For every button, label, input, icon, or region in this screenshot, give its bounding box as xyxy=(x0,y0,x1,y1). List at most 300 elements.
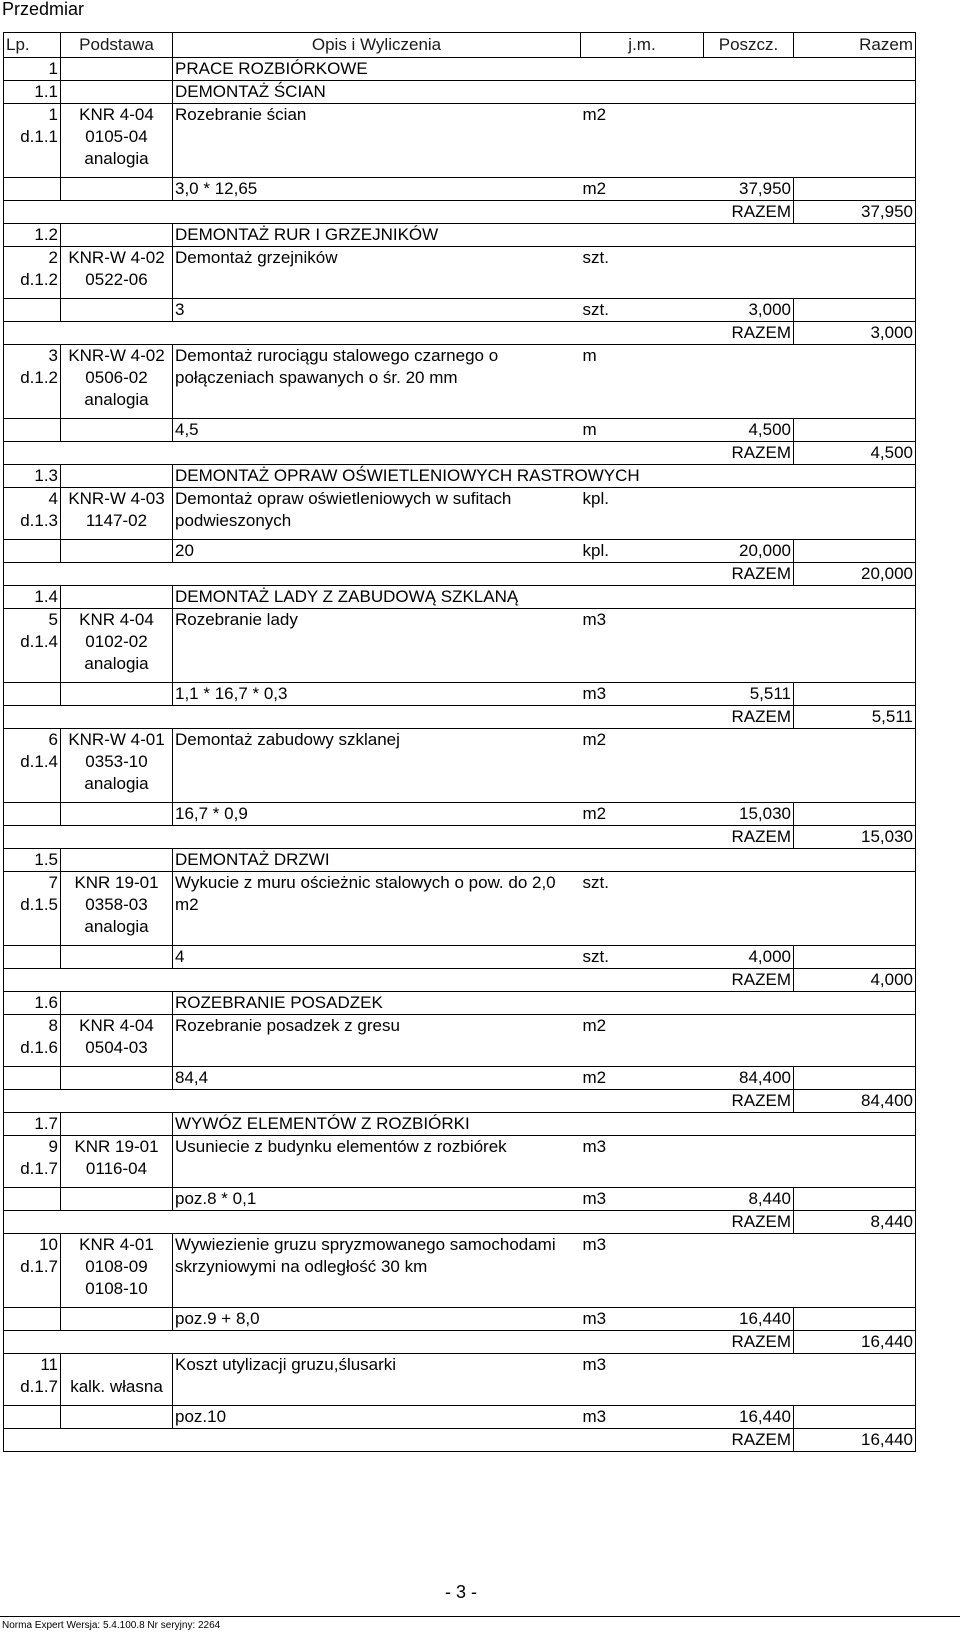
calc-source-empty xyxy=(61,419,173,442)
calc-unit: m2 xyxy=(581,803,704,826)
calculation-row xyxy=(4,683,916,706)
position-number-line: d.1.1 xyxy=(20,127,58,146)
position-source-line: KNR 4-04 xyxy=(79,1016,154,1035)
calc-lp-empty xyxy=(4,946,61,969)
position-row xyxy=(4,1234,916,1308)
position-description-line: Wykucie z muru ościeżnic stalowych o pow. do 2,0 xyxy=(175,873,556,892)
calc-quantity: 4,000 xyxy=(704,946,794,969)
row-number: 1.2 xyxy=(4,224,61,247)
sum-label: RAZEM xyxy=(704,969,794,992)
position-source-line: analogia xyxy=(84,149,149,168)
position-description xyxy=(173,104,581,178)
sum-unit-empty xyxy=(581,322,704,345)
sum-value: 16,440 xyxy=(794,1331,916,1354)
bill-of-quantities-table xyxy=(3,32,916,1452)
position-description xyxy=(173,1354,581,1406)
position-source-line: 1147-02 xyxy=(85,511,148,530)
section-row xyxy=(4,992,916,1015)
calc-total-empty xyxy=(794,1067,916,1090)
sum-unit-empty xyxy=(581,442,704,465)
row-source-empty xyxy=(61,1113,173,1136)
section-row xyxy=(4,465,916,488)
table-body xyxy=(4,58,916,1452)
sum-unit-empty xyxy=(581,706,704,729)
calc-unit: kpl. xyxy=(581,540,704,563)
calc-expression: poz.8 * 0,1 xyxy=(173,1188,581,1211)
position-description-line: skrzyniowymi na odległość 30 km xyxy=(175,1257,428,1276)
position-source-line: 0116-04 xyxy=(85,1159,148,1178)
position-unit: m3 xyxy=(581,609,704,683)
position-total-empty xyxy=(794,1136,916,1188)
position-description xyxy=(173,345,581,419)
footer-divider xyxy=(0,1616,960,1617)
calc-total-empty xyxy=(794,419,916,442)
position-number-line: 2 xyxy=(48,248,58,267)
position-total-empty xyxy=(794,488,916,540)
header-podstawa: Podstawa xyxy=(61,33,173,58)
position-source xyxy=(61,488,173,540)
position-number-line: 3 xyxy=(48,346,58,365)
row-number: 1.3 xyxy=(4,465,61,488)
sum-value: 37,950 xyxy=(794,201,916,224)
calc-expression: 16,7 * 0,9 xyxy=(173,803,581,826)
position-qty-empty xyxy=(704,729,794,803)
position-total-empty xyxy=(794,247,916,299)
row-source-empty xyxy=(61,81,173,104)
calc-source-empty xyxy=(61,1067,173,1090)
position-qty-empty xyxy=(704,104,794,178)
calculation-row xyxy=(4,946,916,969)
position-source-line: KNR 19-01 xyxy=(74,873,159,892)
calc-lp-empty xyxy=(4,1406,61,1429)
calc-total-empty xyxy=(794,178,916,201)
position-source-line: analogia xyxy=(84,390,149,409)
position-description xyxy=(173,247,581,299)
calc-source-empty xyxy=(61,1406,173,1429)
position-description xyxy=(173,1136,581,1188)
position-description xyxy=(173,488,581,540)
position-number-line: d.1.3 xyxy=(20,511,58,530)
sum-empty xyxy=(4,322,581,345)
position-row xyxy=(4,729,916,803)
calc-lp-empty xyxy=(4,540,61,563)
position-number-line: 4 xyxy=(48,489,58,508)
sum-row xyxy=(4,1429,916,1452)
row-heading: DEMONTAŻ LADY Z ZABUDOWĄ SZKLANĄ xyxy=(173,586,916,609)
sum-empty xyxy=(4,563,581,586)
calculation-row xyxy=(4,1188,916,1211)
sum-row xyxy=(4,1331,916,1354)
calc-lp-empty xyxy=(4,419,61,442)
calculation-row xyxy=(4,803,916,826)
position-source-line: 0108-09 xyxy=(85,1257,148,1276)
position-unit: m2 xyxy=(581,104,704,178)
calc-expression: 3 xyxy=(173,299,581,322)
calc-lp-empty xyxy=(4,299,61,322)
position-number-line: d.1.7 xyxy=(20,1159,58,1178)
row-heading: PRACE ROZBIÓRKOWE xyxy=(173,58,916,81)
position-source-line: KNR-W 4-02 xyxy=(68,346,165,365)
calc-total-empty xyxy=(794,1188,916,1211)
calc-source-empty xyxy=(61,1308,173,1331)
calc-total-empty xyxy=(794,1406,916,1429)
position-source xyxy=(61,1015,173,1067)
header-poszcz: Poszcz. xyxy=(704,33,794,58)
position-qty-empty xyxy=(704,247,794,299)
header-razem: Razem xyxy=(794,33,916,58)
calc-total-empty xyxy=(794,683,916,706)
position-description xyxy=(173,729,581,803)
position-number xyxy=(4,247,61,299)
section-row xyxy=(4,224,916,247)
header-lp: Lp. xyxy=(4,33,61,58)
position-description-line: Demontaż zabudowy szklanej xyxy=(175,730,400,749)
position-qty-empty xyxy=(704,1136,794,1188)
row-number: 1.6 xyxy=(4,992,61,1015)
row-heading: DEMONTAŻ DRZWI xyxy=(173,849,916,872)
calc-quantity: 3,000 xyxy=(704,299,794,322)
position-unit: m3 xyxy=(581,1234,704,1308)
position-qty-empty xyxy=(704,1015,794,1067)
position-qty-empty xyxy=(704,345,794,419)
sum-label: RAZEM xyxy=(704,1090,794,1113)
position-number-line: d.1.2 xyxy=(20,270,58,289)
section-row xyxy=(4,586,916,609)
sum-label: RAZEM xyxy=(704,1211,794,1234)
position-number-line: d.1.7 xyxy=(20,1257,58,1276)
position-source-line: KNR 4-04 xyxy=(79,610,154,629)
position-number xyxy=(4,1354,61,1406)
calc-lp-empty xyxy=(4,1067,61,1090)
position-description-line: Rozebranie lady xyxy=(175,610,298,629)
position-description-line: Demontaż rurociągu stalowego czarnego o xyxy=(175,346,499,365)
sum-empty xyxy=(4,826,581,849)
calc-quantity: 8,440 xyxy=(704,1188,794,1211)
row-heading: ROZEBRANIE POSADZEK xyxy=(173,992,916,1015)
position-row xyxy=(4,1354,916,1406)
calculation-row xyxy=(4,540,916,563)
calc-lp-empty xyxy=(4,803,61,826)
position-description-line: Koszt utylizacji gruzu,ślusarki xyxy=(175,1355,397,1374)
position-total-empty xyxy=(794,609,916,683)
calc-expression: 4,5 xyxy=(173,419,581,442)
calc-unit: m2 xyxy=(581,1067,704,1090)
calc-unit: m3 xyxy=(581,1308,704,1331)
position-number xyxy=(4,872,61,946)
position-row xyxy=(4,488,916,540)
sum-unit-empty xyxy=(581,201,704,224)
position-description-line: m2 xyxy=(175,895,199,914)
position-total-empty xyxy=(794,104,916,178)
position-source-line: kalk. własna xyxy=(70,1377,163,1396)
page-number: - 3 - xyxy=(445,1582,478,1602)
calc-quantity: 16,440 xyxy=(704,1406,794,1429)
row-number: 1.5 xyxy=(4,849,61,872)
position-source-line: KNR-W 4-02 xyxy=(68,248,165,267)
position-row xyxy=(4,247,916,299)
calc-source-empty xyxy=(61,803,173,826)
calc-source-empty xyxy=(61,946,173,969)
position-description xyxy=(173,872,581,946)
sum-empty xyxy=(4,201,581,224)
sum-unit-empty xyxy=(581,826,704,849)
row-number: 1.1 xyxy=(4,81,61,104)
sum-value: 4,500 xyxy=(794,442,916,465)
position-row xyxy=(4,609,916,683)
calc-expression: poz.9 + 8,0 xyxy=(173,1308,581,1331)
sum-value: 20,000 xyxy=(794,563,916,586)
sum-empty xyxy=(4,1211,581,1234)
sum-value: 4,000 xyxy=(794,969,916,992)
sum-empty xyxy=(4,706,581,729)
position-source-line: KNR-W 4-01 xyxy=(68,730,165,749)
sum-label: RAZEM xyxy=(704,1331,794,1354)
position-qty-empty xyxy=(704,1234,794,1308)
sum-value: 16,440 xyxy=(794,1429,916,1452)
position-source xyxy=(61,609,173,683)
sum-value: 84,400 xyxy=(794,1090,916,1113)
position-source-line: 0504-03 xyxy=(85,1038,148,1057)
header-opis: Opis i Wyliczenia xyxy=(173,33,581,58)
document-title: Przedmiar xyxy=(2,0,85,19)
position-source xyxy=(61,729,173,803)
position-number xyxy=(4,345,61,419)
position-source-line: KNR-W 4-03 xyxy=(68,489,165,508)
calc-expression: 1,1 * 16,7 * 0,3 xyxy=(173,683,581,706)
position-description-line: Usuniecie z budynku elementów z rozbiórek xyxy=(175,1137,507,1156)
row-heading: DEMONTAŻ ŚCIAN xyxy=(173,81,916,104)
sum-empty xyxy=(4,969,581,992)
calculation-row xyxy=(4,178,916,201)
position-source-line: 0506-02 xyxy=(85,368,148,387)
position-unit: m2 xyxy=(581,729,704,803)
calc-source-empty xyxy=(61,1188,173,1211)
chapter-row xyxy=(4,58,916,81)
row-number: 1.4 xyxy=(4,586,61,609)
position-source xyxy=(61,1234,173,1308)
sum-unit-empty xyxy=(581,1211,704,1234)
calc-lp-empty xyxy=(4,178,61,201)
position-source-line: 0108-10 xyxy=(85,1279,148,1298)
calc-quantity: 37,950 xyxy=(704,178,794,201)
sum-unit-empty xyxy=(581,1331,704,1354)
sum-row xyxy=(4,706,916,729)
position-unit: szt. xyxy=(581,247,704,299)
position-source xyxy=(61,345,173,419)
row-source-empty xyxy=(61,224,173,247)
header-jm: j.m. xyxy=(581,33,704,58)
calc-lp-empty xyxy=(4,1188,61,1211)
sum-row xyxy=(4,563,916,586)
position-number xyxy=(4,104,61,178)
position-number-line: 9 xyxy=(48,1137,58,1156)
sum-empty xyxy=(4,1429,581,1452)
position-description-line: połączeniach spawanych o śr. 20 mm xyxy=(175,368,458,387)
position-source-line: 0105-04 xyxy=(85,127,148,146)
position-number-line: d.1.7 xyxy=(20,1377,58,1396)
position-unit: m3 xyxy=(581,1354,704,1406)
position-number xyxy=(4,609,61,683)
row-source-empty xyxy=(61,992,173,1015)
position-number-line: 5 xyxy=(48,610,58,629)
sum-empty xyxy=(4,442,581,465)
position-source xyxy=(61,872,173,946)
position-number xyxy=(4,729,61,803)
position-source xyxy=(61,1354,173,1406)
calc-expression: 4 xyxy=(173,946,581,969)
position-description xyxy=(173,1234,581,1308)
row-heading: DEMONTAŻ OPRAW OŚWIETLENIOWYCH RASTROWYCH xyxy=(173,465,916,488)
position-description-line: podwieszonych xyxy=(175,511,292,530)
sum-unit-empty xyxy=(581,1090,704,1113)
position-row xyxy=(4,345,916,419)
position-description-line: Rozebranie ścian xyxy=(175,105,307,124)
sum-label: RAZEM xyxy=(704,442,794,465)
calc-source-empty xyxy=(61,299,173,322)
position-source xyxy=(61,1136,173,1188)
calc-unit: m3 xyxy=(581,1188,704,1211)
position-total-empty xyxy=(794,729,916,803)
sum-label: RAZEM xyxy=(704,1429,794,1452)
position-row xyxy=(4,1015,916,1067)
position-source-line: analogia xyxy=(84,774,149,793)
calc-quantity: 4,500 xyxy=(704,419,794,442)
position-total-empty xyxy=(794,1234,916,1308)
section-row xyxy=(4,849,916,872)
position-number-line: 1 xyxy=(48,105,58,124)
calc-quantity: 16,440 xyxy=(704,1308,794,1331)
sum-empty xyxy=(4,1090,581,1113)
calc-expression: 20 xyxy=(173,540,581,563)
position-description-line: Wywiezienie gruzu spryzmowanego samochodami xyxy=(175,1235,556,1254)
position-number-line: d.1.6 xyxy=(20,1038,58,1057)
calc-expression: 84,4 xyxy=(173,1067,581,1090)
position-source-line: 0358-03 xyxy=(85,895,148,914)
position-number-line: 8 xyxy=(48,1016,58,1035)
position-source-line: analogia xyxy=(84,917,149,936)
calc-total-empty xyxy=(794,803,916,826)
position-total-empty xyxy=(794,1354,916,1406)
position-qty-empty xyxy=(704,609,794,683)
position-unit: m xyxy=(581,345,704,419)
position-description xyxy=(173,609,581,683)
row-heading: WYWÓZ ELEMENTÓW Z ROZBIÓRKI xyxy=(173,1113,916,1136)
position-source-line: KNR 19-01 xyxy=(74,1137,159,1156)
calc-total-empty xyxy=(794,1308,916,1331)
position-source-line: 0353-10 xyxy=(85,752,148,771)
calc-unit: m3 xyxy=(581,683,704,706)
calc-quantity: 20,000 xyxy=(704,540,794,563)
sum-row xyxy=(4,1211,916,1234)
position-description xyxy=(173,1015,581,1067)
section-row xyxy=(4,81,916,104)
position-source xyxy=(61,104,173,178)
position-number xyxy=(4,1015,61,1067)
sum-value: 3,000 xyxy=(794,322,916,345)
sum-label: RAZEM xyxy=(704,563,794,586)
row-heading: DEMONTAŻ RUR I GRZEJNIKÓW xyxy=(173,224,916,247)
position-description-line: Demontaż opraw oświetleniowych w sufitach xyxy=(175,489,512,508)
calc-total-empty xyxy=(794,299,916,322)
sum-label: RAZEM xyxy=(704,826,794,849)
software-footer: Norma Expert Wersja: 5.4.100.8 Nr seryjny: 2264 xyxy=(2,1620,221,1631)
sum-row xyxy=(4,442,916,465)
calc-unit: szt. xyxy=(581,946,704,969)
sum-row xyxy=(4,826,916,849)
position-description-line: Demontaż grzejników xyxy=(175,248,338,267)
position-unit: m3 xyxy=(581,1136,704,1188)
position-number-line: d.1.4 xyxy=(20,632,58,651)
sum-row xyxy=(4,322,916,345)
calc-source-empty xyxy=(61,540,173,563)
sum-value: 8,440 xyxy=(794,1211,916,1234)
calc-lp-empty xyxy=(4,683,61,706)
position-qty-empty xyxy=(704,488,794,540)
calc-unit: m2 xyxy=(581,178,704,201)
row-source-empty xyxy=(61,849,173,872)
position-number-line: d.1.4 xyxy=(20,752,58,771)
position-source-line: KNR 4-04 xyxy=(79,105,154,124)
position-row xyxy=(4,104,916,178)
calc-quantity: 84,400 xyxy=(704,1067,794,1090)
sum-unit-empty xyxy=(581,969,704,992)
position-row xyxy=(4,1136,916,1188)
sum-row xyxy=(4,1090,916,1113)
position-unit: m2 xyxy=(581,1015,704,1067)
sum-row xyxy=(4,201,916,224)
row-source-empty xyxy=(61,586,173,609)
calc-unit: m xyxy=(581,419,704,442)
sum-row xyxy=(4,969,916,992)
row-number: 1 xyxy=(4,58,61,81)
position-source xyxy=(61,247,173,299)
position-number-line: 11 xyxy=(40,1355,58,1374)
position-source-line xyxy=(63,1354,170,1376)
calc-lp-empty xyxy=(4,1308,61,1331)
calc-total-empty xyxy=(794,540,916,563)
calc-expression: 3,0 * 12,65 xyxy=(173,178,581,201)
calc-unit: m3 xyxy=(581,1406,704,1429)
position-qty-empty xyxy=(704,1354,794,1406)
calc-total-empty xyxy=(794,946,916,969)
calc-quantity: 15,030 xyxy=(704,803,794,826)
position-number xyxy=(4,488,61,540)
position-description-line: Rozebranie posadzek z gresu xyxy=(175,1016,400,1035)
sum-unit-empty xyxy=(581,1429,704,1452)
position-number-line: d.1.2 xyxy=(20,368,58,387)
position-source-line: 0102-02 xyxy=(85,632,148,651)
position-source-line: analogia xyxy=(84,654,149,673)
position-total-empty xyxy=(794,345,916,419)
position-number-line: d.1.5 xyxy=(20,895,58,914)
position-row xyxy=(4,872,916,946)
position-total-empty xyxy=(794,872,916,946)
position-unit: szt. xyxy=(581,872,704,946)
sum-unit-empty xyxy=(581,563,704,586)
sum-value: 15,030 xyxy=(794,826,916,849)
sum-label: RAZEM xyxy=(704,322,794,345)
table-header-row xyxy=(4,33,916,58)
row-number: 1.7 xyxy=(4,1113,61,1136)
position-source-line: KNR 4-01 xyxy=(79,1235,154,1254)
calc-quantity: 5,511 xyxy=(704,683,794,706)
calc-source-empty xyxy=(61,683,173,706)
position-number xyxy=(4,1136,61,1188)
calculation-row xyxy=(4,1308,916,1331)
row-source-empty xyxy=(61,465,173,488)
position-source-line: 0522-06 xyxy=(85,270,148,289)
sum-label: RAZEM xyxy=(704,201,794,224)
